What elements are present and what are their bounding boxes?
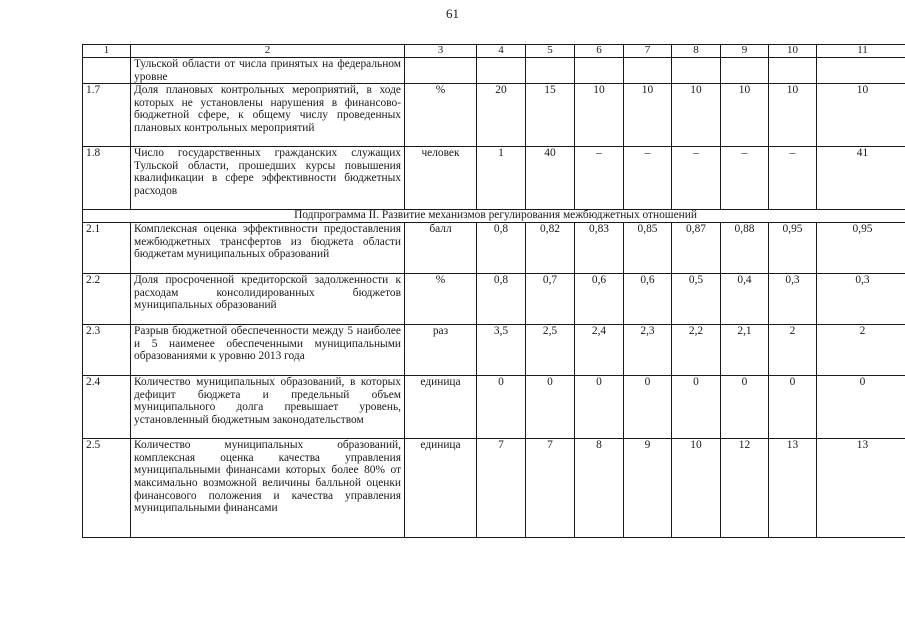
row-value: 41 <box>817 147 905 210</box>
indicators-table <box>82 44 905 538</box>
row-value <box>624 58 672 84</box>
row-value: 1 <box>477 147 526 210</box>
row-value <box>769 58 817 84</box>
row-value: 0 <box>721 376 769 439</box>
row-value: 2 <box>817 325 905 376</box>
row-number: 1.8 <box>83 147 131 210</box>
row-value: 0 <box>477 376 526 439</box>
column-header: 7 <box>624 45 672 58</box>
row-unit: единица <box>405 439 477 538</box>
row-value: 0 <box>624 376 672 439</box>
table-row <box>83 274 905 325</box>
row-description: Комплексная оценка эффективности предоставления межбюджетных трансфертов из бюджета области бюджетам муниципальных образований <box>131 223 405 274</box>
row-value: 0,4 <box>721 274 769 325</box>
row-value: 0,87 <box>672 223 721 274</box>
table-row <box>83 58 905 84</box>
table-row <box>83 223 905 274</box>
row-value: 7 <box>526 439 575 538</box>
row-value <box>817 58 905 84</box>
column-header: 2 <box>131 45 405 58</box>
row-number <box>83 58 131 84</box>
row-description: Количество муниципальных образований, в которых дефицит бюджета и предельный объем муниципального долга превышает уровень, установленный бюджетным законодательством <box>131 376 405 439</box>
row-value: 10 <box>769 84 817 147</box>
row-value: 15 <box>526 84 575 147</box>
row-number: 2.5 <box>83 439 131 538</box>
row-value: 0,95 <box>817 223 905 274</box>
row-value: – <box>769 147 817 210</box>
row-value: – <box>721 147 769 210</box>
row-value <box>672 58 721 84</box>
row-value: 0,3 <box>769 274 817 325</box>
row-unit: % <box>405 84 477 147</box>
column-header: 3 <box>405 45 477 58</box>
row-unit: единица <box>405 376 477 439</box>
row-value: 12 <box>721 439 769 538</box>
column-header: 1 <box>83 45 131 58</box>
column-header: 8 <box>672 45 721 58</box>
row-value: 0 <box>769 376 817 439</box>
row-description: Разрыв бюджетной обеспеченности между 5 наиболее и 5 наименее обеспеченными муниципальными образованиями к уровню 2013 года <box>131 325 405 376</box>
row-value: 2,1 <box>721 325 769 376</box>
column-header: 6 <box>575 45 624 58</box>
table-row <box>83 147 905 210</box>
row-value: 0,8 <box>477 223 526 274</box>
row-value: 0,95 <box>769 223 817 274</box>
row-description: Доля плановых контрольных мероприятий, в ходе которых не установлены нарушения в финансово-бюджетной сфере, к общему числу проведенных плановых контрольных мероприятий <box>131 84 405 147</box>
row-value: 2,2 <box>672 325 721 376</box>
row-value: 0,85 <box>624 223 672 274</box>
row-number: 2.3 <box>83 325 131 376</box>
column-header: 4 <box>477 45 526 58</box>
row-value: – <box>672 147 721 210</box>
row-description: Тульской области от числа принятых на федеральном уровне <box>131 58 405 84</box>
row-value: 2,4 <box>575 325 624 376</box>
column-header: 9 <box>721 45 769 58</box>
table-row <box>83 439 905 538</box>
row-number: 2.1 <box>83 223 131 274</box>
row-description: Число государственных гражданских служащих Тульской области, прошедших курсы повышения квалификации в сфере эффективности бюджетных расходов <box>131 147 405 210</box>
row-value: 9 <box>624 439 672 538</box>
column-header: 10 <box>769 45 817 58</box>
row-value: 7 <box>477 439 526 538</box>
row-unit: балл <box>405 223 477 274</box>
row-value: 3,5 <box>477 325 526 376</box>
row-unit: человек <box>405 147 477 210</box>
row-value: 0,88 <box>721 223 769 274</box>
row-value: 0,3 <box>817 274 905 325</box>
row-value: 2,3 <box>624 325 672 376</box>
table-row <box>83 84 905 147</box>
column-header: 5 <box>526 45 575 58</box>
row-value: 10 <box>672 84 721 147</box>
row-number: 2.2 <box>83 274 131 325</box>
row-description: Количество муниципальных образований, комплексная оценка качества управления муниципальными финансами которых более 80% от максимально возможной величины балльной оценки финансового положения и качества управления муниципальными финансами <box>131 439 405 538</box>
row-value: 0,82 <box>526 223 575 274</box>
row-value: 0 <box>526 376 575 439</box>
row-value: 0,5 <box>672 274 721 325</box>
header-row <box>83 45 905 58</box>
row-value: 0,7 <box>526 274 575 325</box>
row-value: 2,5 <box>526 325 575 376</box>
row-number: 2.4 <box>83 376 131 439</box>
row-value <box>575 58 624 84</box>
row-value: – <box>624 147 672 210</box>
row-value: 0 <box>672 376 721 439</box>
row-value: – <box>575 147 624 210</box>
row-value <box>477 58 526 84</box>
row-unit: % <box>405 274 477 325</box>
row-value: 10 <box>721 84 769 147</box>
row-value: 0,8 <box>477 274 526 325</box>
row-value: 40 <box>526 147 575 210</box>
row-value: 20 <box>477 84 526 147</box>
row-number: 1.7 <box>83 84 131 147</box>
row-value: 0,83 <box>575 223 624 274</box>
row-value: 0 <box>575 376 624 439</box>
row-value: 10 <box>624 84 672 147</box>
row-value: 13 <box>817 439 905 538</box>
page-number: 61 <box>446 6 459 21</box>
row-value: 10 <box>672 439 721 538</box>
row-value: 0,6 <box>575 274 624 325</box>
row-unit <box>405 58 477 84</box>
row-value: 10 <box>575 84 624 147</box>
row-value: 10 <box>817 84 905 147</box>
row-value <box>721 58 769 84</box>
column-header: 11 <box>817 45 905 58</box>
row-value: 0,6 <box>624 274 672 325</box>
row-value: 0 <box>817 376 905 439</box>
table-row <box>83 376 905 439</box>
row-value: 8 <box>575 439 624 538</box>
row-description: Доля просроченной кредиторской задолженности к расходам консолидированных бюджетов муниципальных образований <box>131 274 405 325</box>
section-title: Подпрограмма II. Развитие механизмов регулирования межбюджетных отношений <box>83 210 905 223</box>
section-row <box>83 210 905 223</box>
row-unit: раз <box>405 325 477 376</box>
table-row <box>83 325 905 376</box>
row-value: 13 <box>769 439 817 538</box>
row-value: 2 <box>769 325 817 376</box>
row-value <box>526 58 575 84</box>
